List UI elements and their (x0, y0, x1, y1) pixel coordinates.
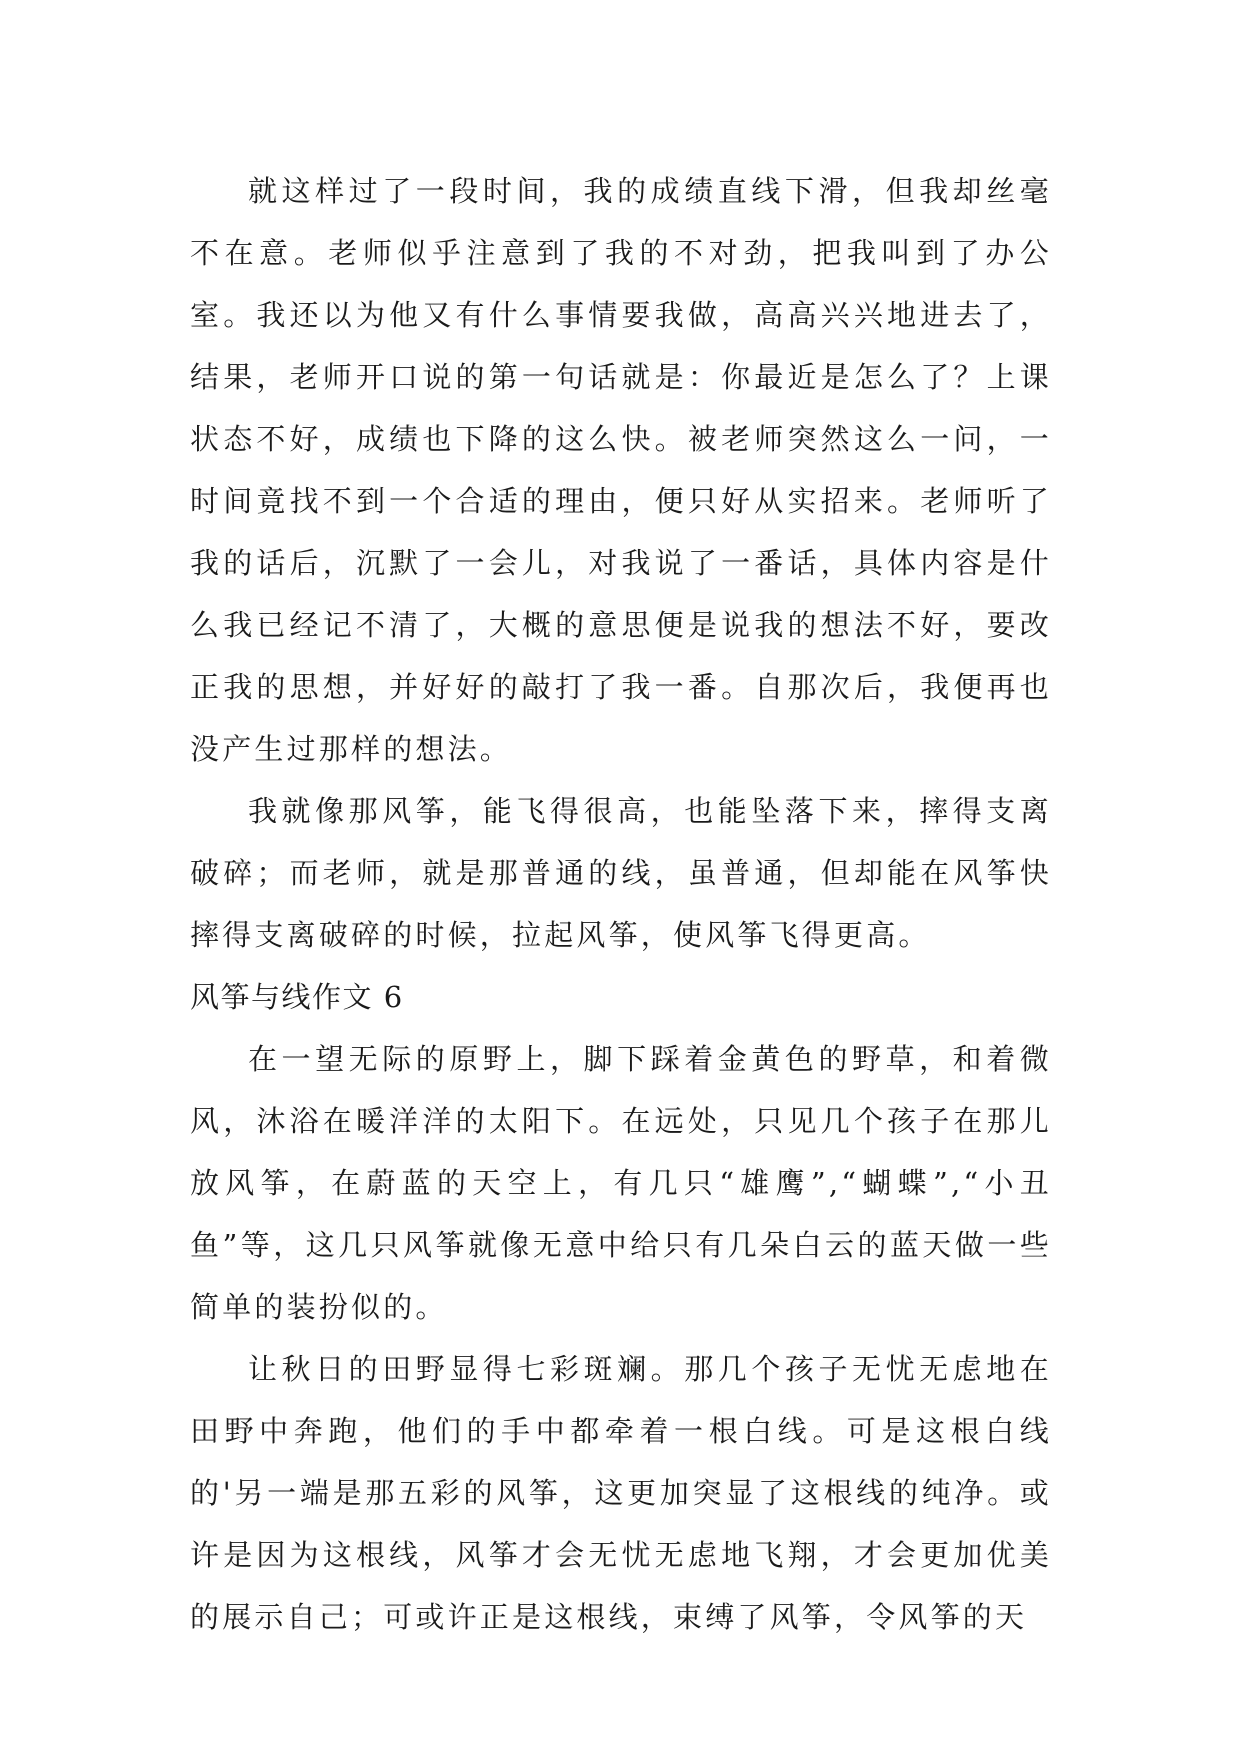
paragraph: 就这样过了一段时间，我的成绩直线下滑，但我却丝毫不在意。老师似乎注意到了我的不对劲，把我叫到了办公室。我还以为他又有什么事情要我做，高高兴兴地进去了，结果，老师开口说的第一句话就是：你最近是怎么了？上课状态不好，成绩也下降的这么快。被老师突然这么一问，一时间竟找不到一个合适的理由，便只好从实招来。老师听了我的话后，沉默了一会儿，对我说了一番话，具体内容是什么我已经记不清了，大概的意思便是说我的想法不好，要改正我的思想，并好好的敲打了我一番。自那次后，我便再也没产生过那样的想法。 (190, 174, 1052, 766)
section-heading: 风筝与线作文 6 (190, 980, 404, 1014)
paragraph: 在一望无际的原野上，脚下踩着金黄色的野草，和着微风，沐浴在暖洋洋的太阳下。在远处，只见几个孩子在那儿放风筝，在蔚蓝的天空上，有几只“雄鹰”,“蝴蝶”,“小丑鱼”等，这几只风筝就像无意中给只有几朵白云的蓝天做一些简单的装扮似的。 (190, 1042, 1052, 1324)
paragraph: 我就像那风筝，能飞得很高，也能坠落下来，摔得支离破碎；而老师，就是那普通的线，虽普通，但却能在风筝快摔得支离破碎的时候，拉起风筝，使风筝飞得更高。 (190, 794, 1052, 952)
document-page (190, 160, 1052, 1648)
paragraph: 让秋日的田野显得七彩斑斓。那几个孩子无忧无虑地在田野中奔跑，他们的手中都牵着一根白线。可是这根白线的'另一端是那五彩的风筝，这更加突显了这根线的纯净。或许是因为这根线，风筝才会无忧无虑地飞翔，才会更加优美的展示自己；可或许正是这根线，束缚了风筝，令风筝的天 (190, 1352, 1052, 1634)
